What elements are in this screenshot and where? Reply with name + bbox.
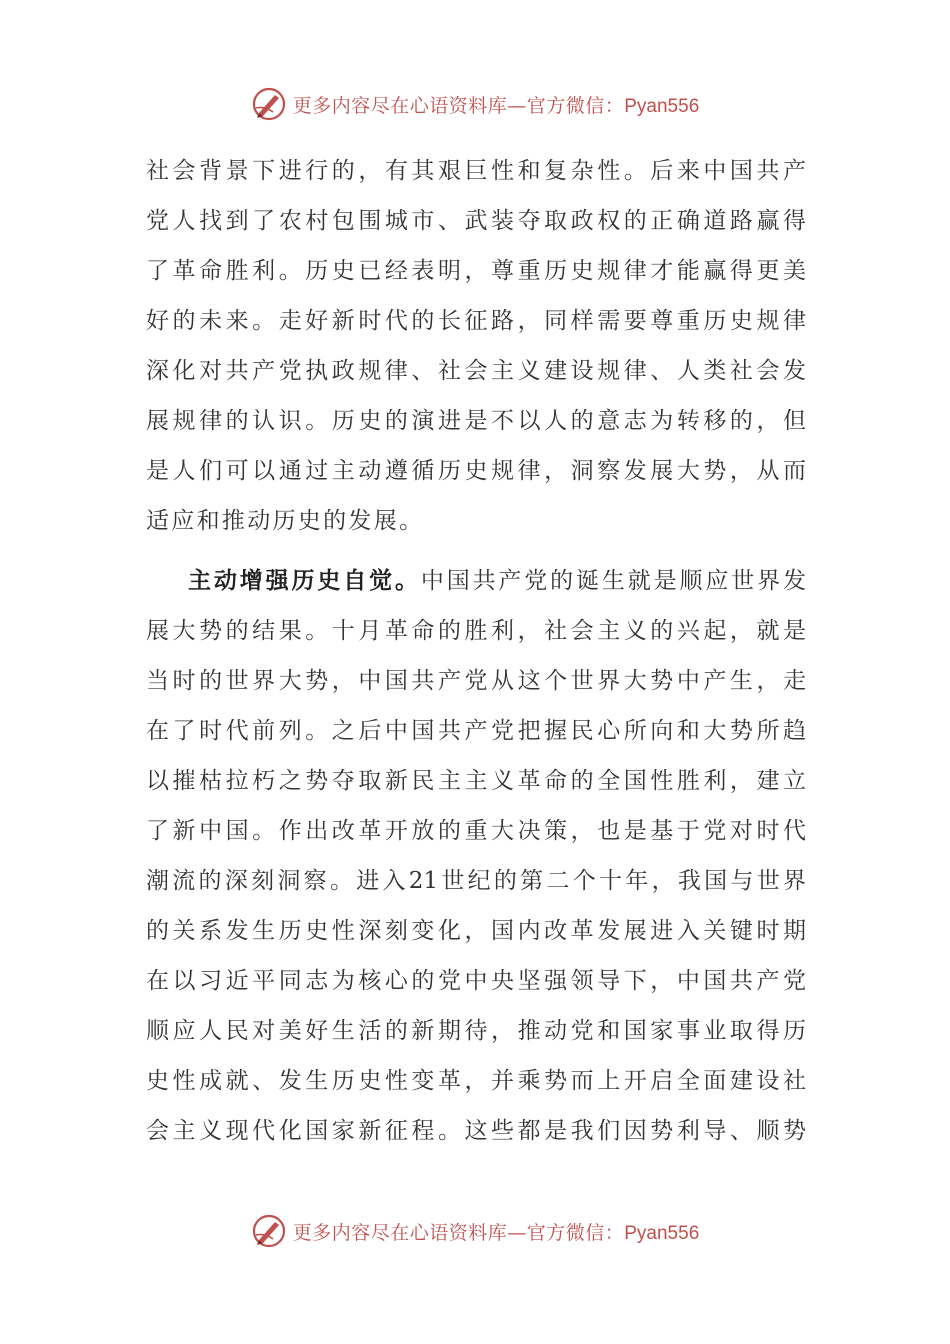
footer-text: 更多内容尽在心语资料库—官方微信：Pyan556 bbox=[292, 1221, 700, 1244]
text-line: 深化对共产党执政规律、社会主义建设规律、人类社会发 bbox=[146, 358, 806, 384]
text-line: 了新中国。作出改革开放的重大决策，也是基于党对时代 bbox=[146, 818, 806, 844]
header-handle: Pyan556 bbox=[624, 95, 700, 117]
text-line: 会主义现代化国家新征程。这些都是我们因势利导、顺势 bbox=[146, 1118, 806, 1144]
header-banner bbox=[0, 82, 950, 126]
text-line: 了革命胜利。历史已经表明，尊重历史规律才能赢得更美 bbox=[146, 258, 806, 284]
paragraph-1 bbox=[146, 146, 806, 546]
text-line: 展规律的认识。历史的演进是不以人的意志为转移的，但 bbox=[146, 408, 806, 434]
text-line: 好的未来。走好新时代的长征路，同样需要尊重历史规律 bbox=[146, 308, 806, 334]
pen-logo-icon bbox=[251, 1213, 287, 1249]
text-line: 在了时代前列。之后中国共产党把握民心所向和大势所趋 bbox=[146, 718, 806, 744]
text-line: 适应和推动历史的发展。 bbox=[146, 508, 425, 534]
text-line: 社会背景下进行的，有其艰巨性和复杂性。后来中国共产 bbox=[146, 158, 806, 184]
document-body bbox=[146, 146, 806, 1156]
text-line: 的关系发生历史性深刻变化，国内改革发展进入关键时期 bbox=[146, 918, 806, 944]
text-line-first bbox=[146, 556, 806, 606]
text-run: 中国共产党的诞生就是顺应世界发 bbox=[420, 568, 807, 594]
text-line: 当时的世界大势，中国共产党从这个世界大势中产生，走 bbox=[146, 668, 806, 694]
text-line: 以摧枯拉朽之势夺取新民主主义革命的全国性胜利，建立 bbox=[146, 768, 806, 794]
text-line: 展大势的结果。十月革命的胜利，社会主义的兴起，就是 bbox=[146, 618, 806, 644]
paragraph-heading: 主动增强历史自觉。 bbox=[188, 567, 421, 594]
text-line: 史性成就、发生历史性变革，并乘势而上开启全面建设社 bbox=[146, 1068, 806, 1094]
text-line: 是人们可以通过主动遵循历史规律，洞察发展大势，从而 bbox=[146, 458, 806, 484]
pen-logo-icon bbox=[251, 86, 287, 122]
text-line: 党人找到了农村包围城市、武装夺取政权的正确道路赢得 bbox=[146, 208, 806, 234]
text-line: 潮流的深刻洞察。进入21世纪的第二个十年，我国与世界 bbox=[146, 868, 806, 894]
header-text: 更多内容尽在心语资料库—官方微信：Pyan556 bbox=[292, 94, 700, 117]
paragraph-2 bbox=[146, 556, 806, 1156]
text-line: 顺应人民对美好生活的新期待，推动党和国家事业取得历 bbox=[146, 1018, 806, 1044]
text-line: 在以习近平同志为核心的党中央坚强领导下，中国共产党 bbox=[146, 968, 806, 994]
footer-banner bbox=[0, 1209, 950, 1253]
footer-handle: Pyan556 bbox=[624, 1222, 700, 1244]
